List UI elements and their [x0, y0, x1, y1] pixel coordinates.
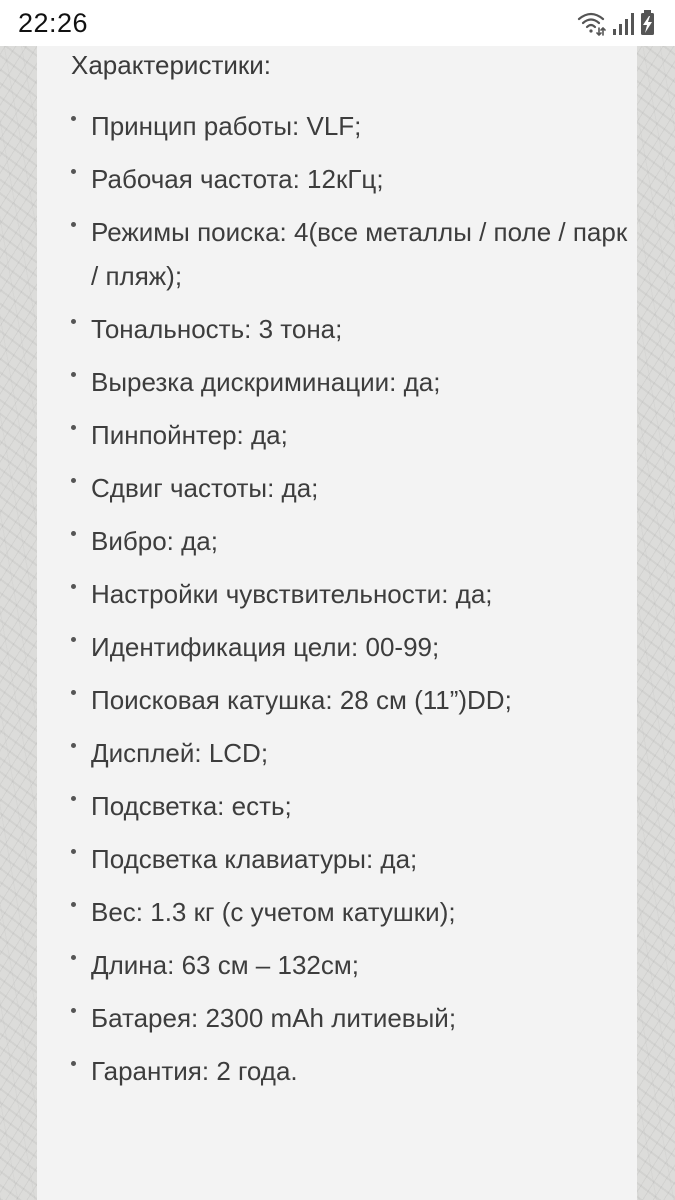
list-item-text: Вес: 1.3 кг (с учетом катушки);: [91, 897, 456, 927]
list-item: [69, 996, 629, 1040]
status-bar: [0, 0, 675, 46]
list-item: [69, 104, 629, 148]
bullet-icon: [71, 584, 76, 589]
bullet-icon: [71, 1008, 76, 1013]
list-item: [69, 890, 629, 934]
list-item-text: Вибро: да;: [91, 526, 218, 556]
bullet-icon: [71, 743, 76, 748]
bullet-icon: [71, 531, 76, 536]
bullet-icon: [71, 372, 76, 377]
list-item: [69, 413, 629, 457]
bullet-icon: [71, 222, 76, 227]
list-item-text: Тональность: 3 тона;: [91, 314, 343, 344]
list-item: [69, 943, 629, 987]
specs-heading: Характеристики:: [71, 50, 272, 80]
list-item: [69, 1049, 629, 1093]
list-item-text: Идентификация цели: 00-99;: [91, 632, 440, 662]
list-item-text: Поисковая катушка: 28 см (11”)DD;: [91, 685, 512, 715]
list-item: [69, 307, 629, 351]
list-item-text: Подсветка клавиатуры: да;: [91, 844, 418, 874]
list-item: [69, 678, 629, 722]
status-time: 22:26: [18, 8, 89, 38]
list-item-text: Длина: 63 см – 132см;: [91, 950, 359, 980]
list-item: [69, 784, 629, 828]
list-item: [69, 572, 629, 616]
bullet-icon: [71, 796, 76, 801]
list-item-text: Дисплей: LCD;: [91, 738, 269, 768]
bullet-icon: [71, 690, 76, 695]
list-item: [69, 519, 629, 563]
bullet-icon: [71, 116, 76, 121]
list-item-text: Настройки чувствительности: да;: [91, 579, 493, 609]
list-item-text: Вырезка дискриминации: да;: [91, 367, 441, 397]
list-item: [69, 731, 629, 775]
bullet-icon: [71, 169, 76, 174]
signal-icon: [613, 13, 634, 35]
battery-charging-icon: [641, 10, 654, 35]
list-item-text: Пинпойнтер: да;: [91, 420, 288, 450]
list-item: [69, 360, 629, 404]
bullet-icon: [71, 955, 76, 960]
list-item-text: Батарея: 2300 mAh литиевый;: [91, 1003, 457, 1033]
list-item-text: Рабочая частота: 12кГц;: [91, 164, 384, 194]
list-item-text: Подсветка: есть;: [91, 791, 292, 821]
list-item-text: Сдвиг частоты: да;: [91, 473, 319, 503]
list-item-text: Режимы поиска: 4(все металлы / поле / парк / пляж);: [91, 217, 628, 291]
wifi-icon: [579, 14, 605, 35]
list-item: [69, 157, 629, 201]
content-panel: [37, 46, 637, 1200]
bullet-icon: [71, 1061, 76, 1066]
bullet-icon: [71, 319, 76, 324]
bullet-icon: [71, 425, 76, 430]
list-item-text: Принцип работы: VLF;: [91, 111, 362, 141]
list-item: [69, 210, 629, 298]
bullet-icon: [71, 902, 76, 907]
bullet-icon: [71, 637, 76, 642]
list-item-text: Гарантия: 2 года.: [91, 1056, 298, 1086]
list-item: [69, 466, 629, 510]
bullet-icon: [71, 849, 76, 854]
list-item: [69, 837, 629, 881]
list-item: [69, 625, 629, 669]
status-icons: [577, 10, 659, 36]
specs-list: [69, 104, 629, 1102]
bullet-icon: [71, 478, 76, 483]
